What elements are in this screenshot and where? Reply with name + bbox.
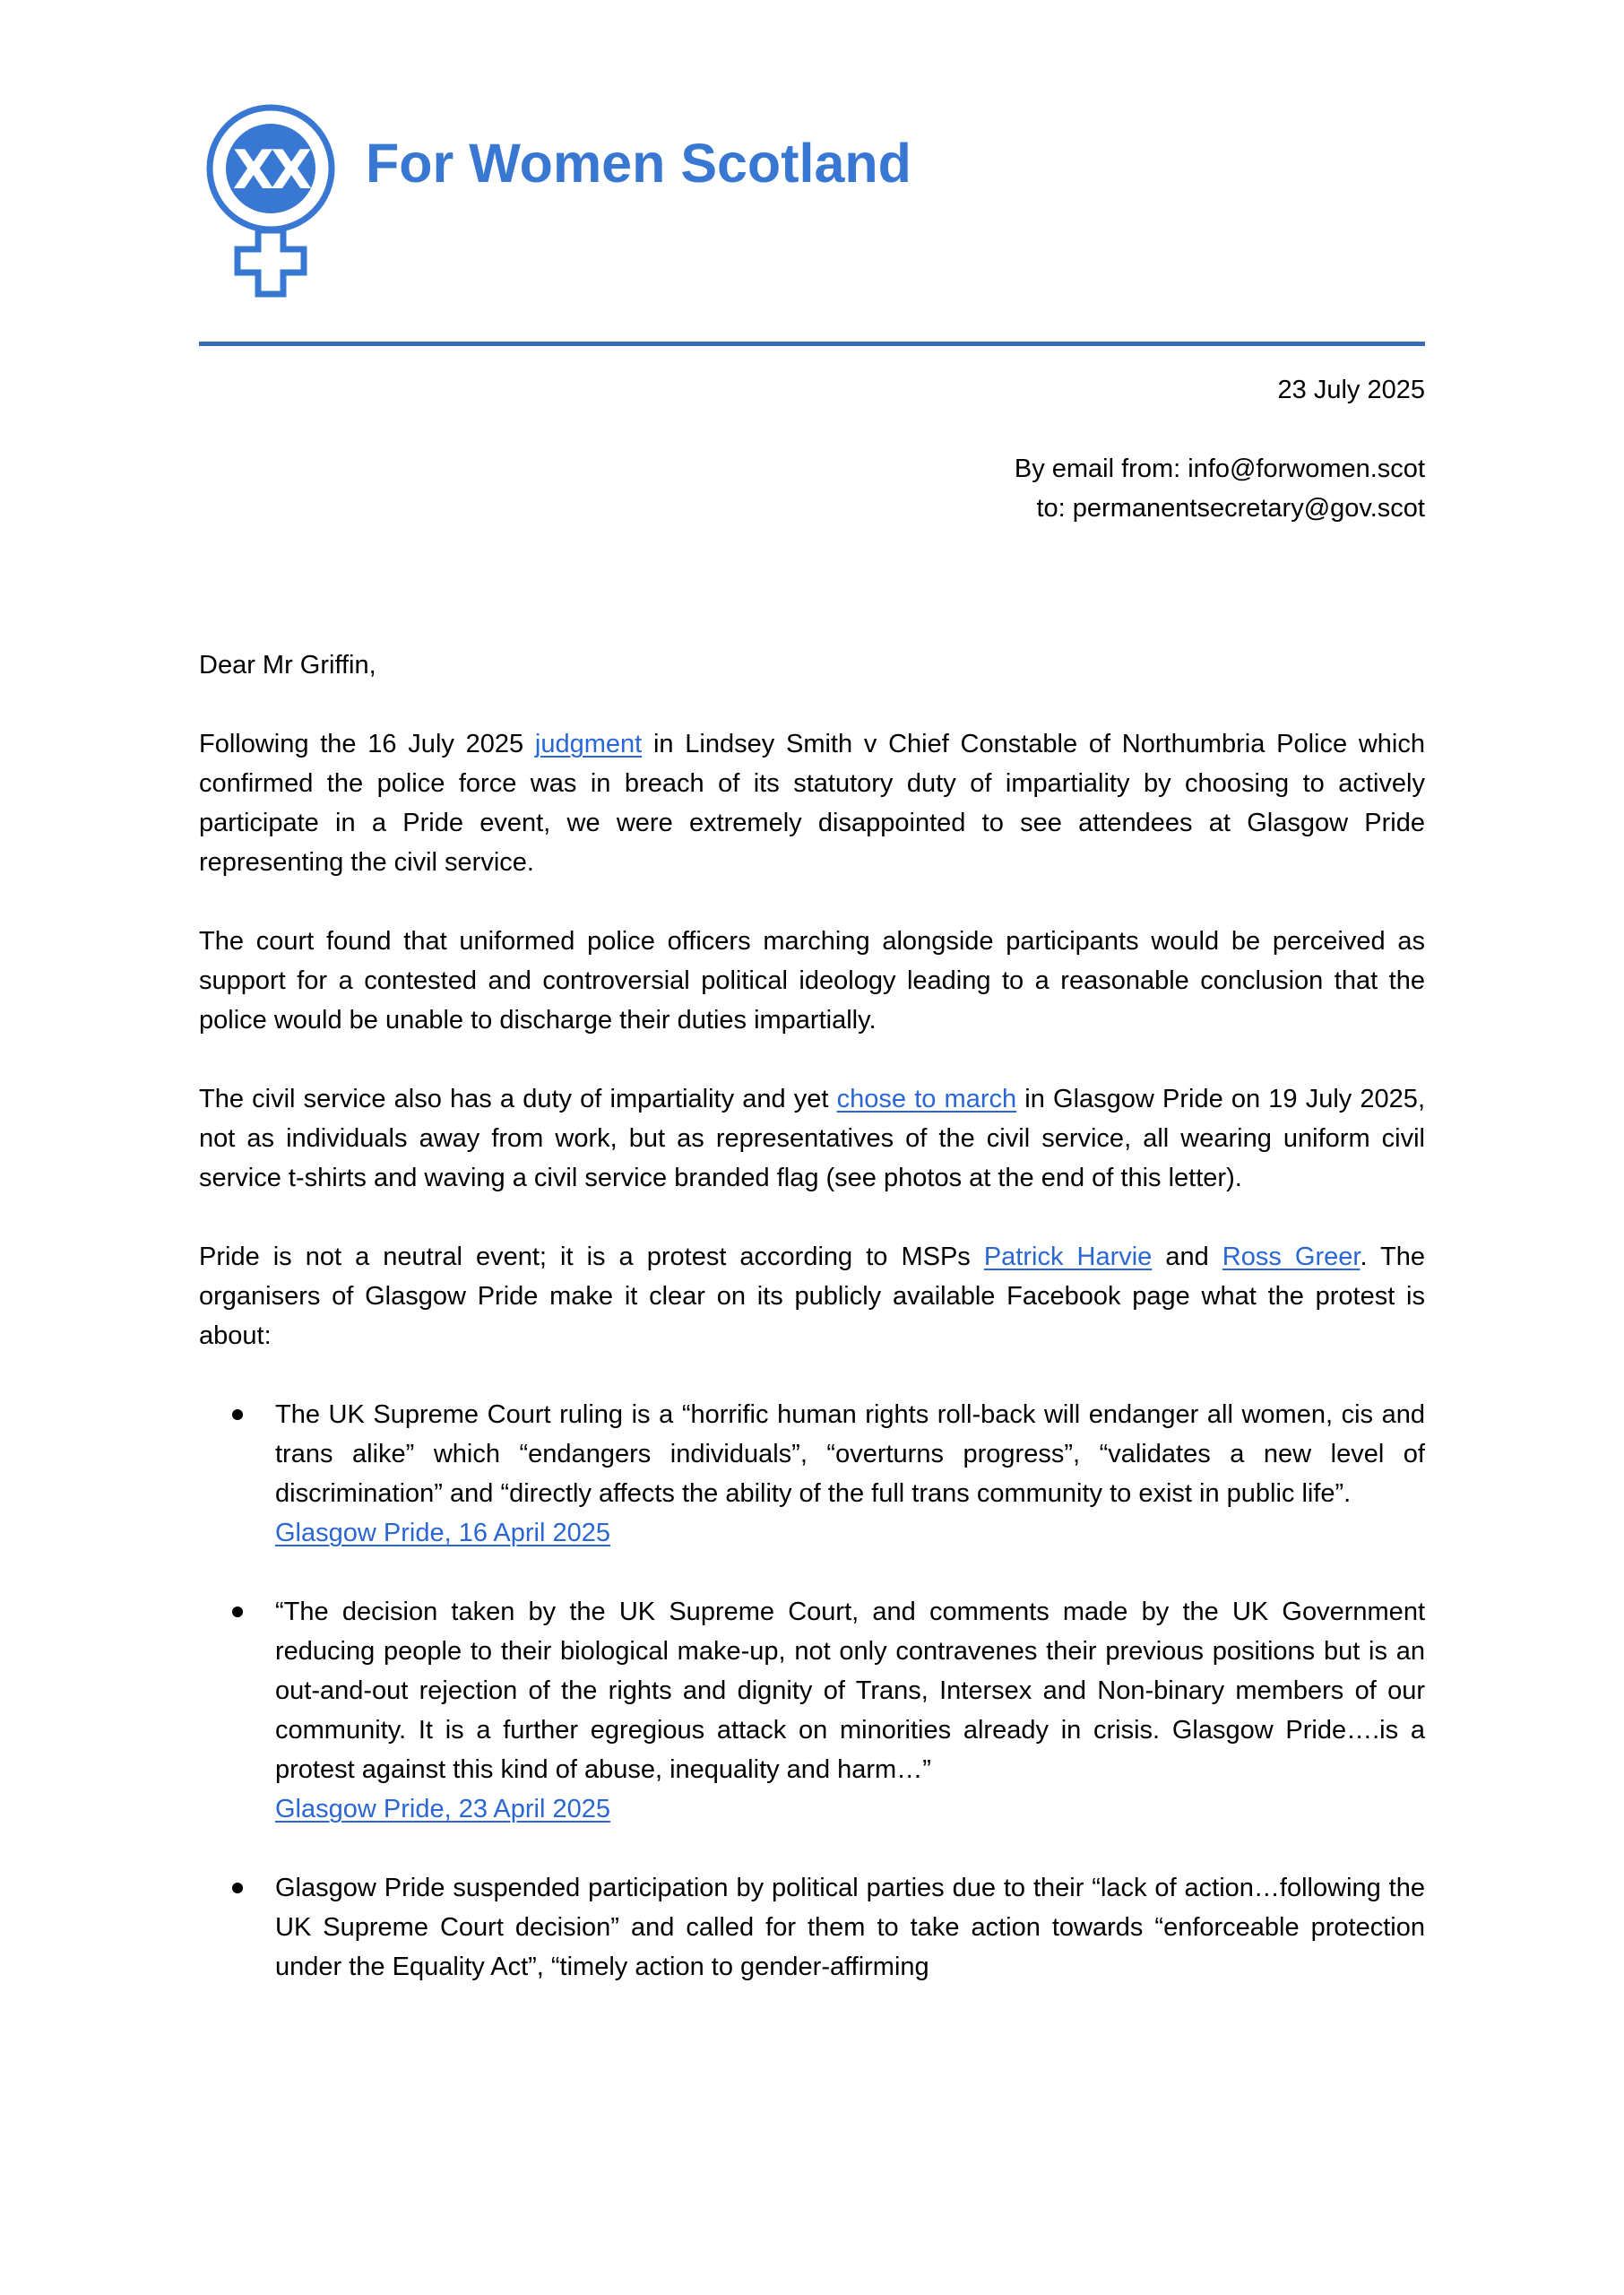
letter-date: 23 July 2025 <box>1277 376 1425 404</box>
letter-body <box>199 645 1425 1987</box>
bullet-list <box>199 1395 1425 1987</box>
brand-name: For Women Scotland <box>366 133 911 194</box>
paragraph: The court found that uniformed police officers marching alongside participants would be perceived as support for a contested and controversial political ideology leading to a reasonable conclusion that the police would be unable to discharge their duties impartially. <box>199 927 1425 1035</box>
logo-xx-monogram: XX <box>232 139 309 202</box>
inline-link[interactable]: Patrick Harvie <box>983 1243 1153 1271</box>
inline-link[interactable]: chose to march <box>836 1085 1017 1113</box>
source-link-line <box>275 1513 1425 1553</box>
sent-from-line: By email from: info@forwomen.scot <box>1014 455 1425 483</box>
letter-meta <box>199 370 1425 528</box>
paragraph: Following the 16 July 2025 judgment in Lindsey Smith v Chief Constable of Northumbria Police which confirmed the police force was in breach of its statutory duty of impartiality by choosing to actively participate in a Pride event, we were extremely disappointed to see attendees at Glasgow Pride representing the civil service. <box>199 730 1425 877</box>
inline-link[interactable]: judgment <box>534 730 643 758</box>
brand <box>199 100 1425 307</box>
bullet-item: “The decision taken by the UK Supreme Court, and comments made by the UK Government reducing people to their biological make-up, not only contravenes their previous positions but is an out-and-out rejection of the rights and dignity of Trans, Intersex and Non-binary members of our community. It is a further egregious attack on minorities already in crisis. Glasgow Pride….is a protest against this kind of abuse, inequality and harm…” Glasgow Pride, 23 April 2025 <box>275 1592 1425 1829</box>
sent-to-line: to: permanentsecretary@gov.scot <box>1036 494 1425 523</box>
source-link[interactable]: Glasgow Pride, 16 April 2025 <box>275 1519 610 1547</box>
salutation: Dear Mr Griffin, <box>199 651 376 680</box>
paragraph: The civil service also has a duty of impartiality and yet chose to march in Glasgow Pride on 19 July 2025, not as individuals away from work, but as representatives of the civil service, all wearing uniform civil service t-shirts and waving a civil service branded flag (see photos at the end of this letter). <box>199 1085 1425 1192</box>
paragraph: Pride is not a neutral event; it is a protest according to MSPs Patrick Harvie and Ross Greer. The organisers of Glasgow Pride make it clear on its publicly available Facebook page what the protest is about: <box>199 1243 1426 1350</box>
logo-cross-shape <box>238 230 304 294</box>
letterhead <box>199 100 1425 528</box>
header-divider <box>199 342 1425 346</box>
inline-link[interactable]: Ross Greer <box>1222 1243 1361 1271</box>
source-link-line <box>275 1789 1425 1829</box>
fws-logo-icon <box>199 100 342 307</box>
source-link[interactable]: Glasgow Pride, 23 April 2025 <box>275 1795 610 1823</box>
sent-block <box>199 449 1425 528</box>
bullet-item: The UK Supreme Court ruling is a “horrific human rights roll-back will endanger all women, cis and trans alike” which “endangers individuals”, “overturns progress”, “validates a new level of discrimination” and “directly affects the ability of the full trans community to exist in public life”. Glasgow Pride, 16 April 2025 <box>275 1395 1425 1553</box>
letter-paragraphs <box>199 724 1425 1355</box>
bullet-item: Glasgow Pride suspended participation by political parties due to their “lack of action…following the UK Supreme Court decision” and called for them to take action towards “enforceable protection under the Equality Act”, “timely action to gender-affirming <box>275 1868 1425 1987</box>
